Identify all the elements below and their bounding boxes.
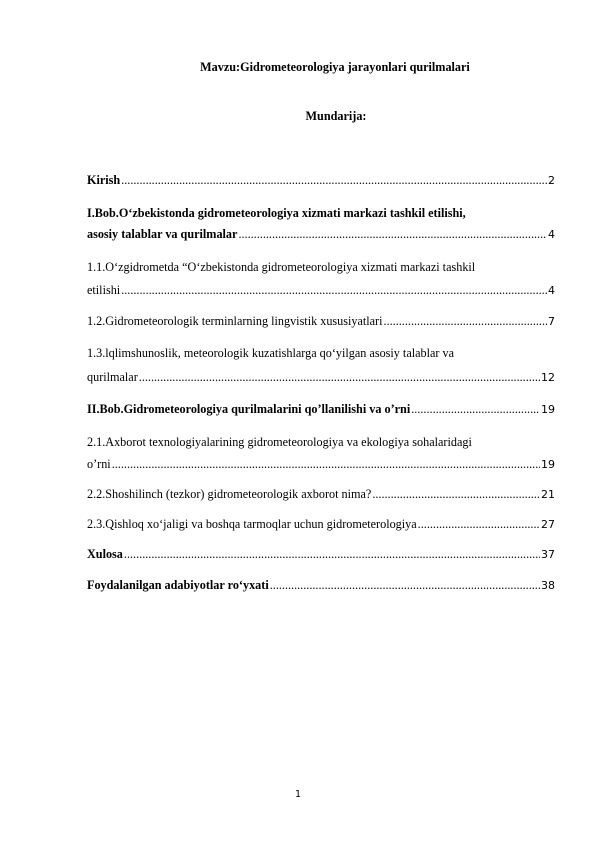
- dot-leader: [121, 282, 547, 298]
- toc-entry-bob2: [87, 401, 555, 417]
- toc-page-number: 27: [541, 518, 555, 531]
- dot-leader: [124, 546, 540, 562]
- toc-page-number: 19: [541, 403, 555, 416]
- dot-leader: [112, 456, 540, 472]
- toc-entry-text: 2.3.Qishloq xo‘jaligi va boshqa tarmoqlar uchun gidrometerologiya: [87, 517, 417, 531]
- dot-leader: [270, 577, 540, 593]
- toc-entry-bob1: [87, 226, 555, 242]
- toc-entry-text: qurilmalar: [87, 370, 138, 384]
- dot-leader: [372, 486, 540, 502]
- dot-leader: [384, 313, 547, 329]
- toc-entry-s23: [87, 516, 555, 532]
- toc-entry-text: Xulosa: [87, 547, 123, 561]
- toc-page-number: 38: [541, 579, 555, 592]
- toc-entry-text: Kirish: [87, 173, 121, 187]
- toc-entry-kirish: [87, 172, 555, 188]
- toc-entry-text: asosiy talablar va qurilmalar: [87, 227, 238, 241]
- toc-entry-s13: [87, 369, 555, 385]
- page-number: 1: [294, 789, 302, 800]
- dot-leader: [121, 172, 547, 188]
- toc-page-number: 4: [548, 228, 555, 241]
- dot-leader: [238, 226, 547, 242]
- toc-page-number: 19: [541, 458, 555, 471]
- dot-leader: [418, 516, 540, 532]
- toc-heading: Mundarija:: [305, 109, 367, 123]
- toc-entry-s21: [87, 456, 555, 472]
- toc-page-number: 12: [541, 371, 555, 384]
- toc-entry-s12: [87, 313, 555, 329]
- toc-page-number: 2: [548, 174, 555, 187]
- toc-entry-s11-line1: 1.1.O‘zgidrometda “O‘zbekistonda gidrometeorologiya xizmati markazi tashkil: [87, 260, 476, 274]
- toc-entry-xulosa: [87, 546, 555, 562]
- toc-page-number: 7: [548, 315, 555, 328]
- toc-page-number: 21: [541, 488, 555, 501]
- toc-entry-text: II.Bob.Gidrometeorologiya qurilmalarini qo’llanilishi va o’rni: [87, 402, 411, 416]
- toc-entry-s11: [87, 282, 555, 298]
- toc-entry-bob1-line1: I.Bob.O‘zbekistonda gidrometeorologiya xizmati markazi tashkil etilishi,: [87, 206, 466, 220]
- toc-entry-s21-line1: 2.1.Axborot texnologiyalarining gidrometeorologiya va ekologiya sohalaridagi: [87, 435, 472, 449]
- toc-page-number: 37: [541, 548, 555, 561]
- toc-entry-text: etilishi: [87, 283, 121, 297]
- dot-leader: [411, 401, 540, 417]
- toc-entry-adabiyot: [87, 577, 555, 593]
- toc-page-number: 4: [548, 284, 555, 297]
- toc-entry-text: Foydalanilgan adabiyotlar ro‘yxati: [87, 578, 269, 592]
- toc-entry-text: o’rni: [87, 457, 111, 471]
- toc-entry-text: 1.2.Gidrometeorologik terminlarning lingvistik xususiyatlari: [87, 314, 383, 328]
- toc-entry-s13-line1: 1.3.lqlimshunoslik, meteorologik kuzatishlarga qo‘yilgan asosiy talablar va: [87, 346, 455, 360]
- dot-leader: [139, 369, 540, 385]
- document-title: Mavzu:Gidrometeorologiya jarayonlari qurilmalari: [200, 60, 470, 74]
- toc-entry-s22: [87, 486, 555, 502]
- toc-entry-text: 2.2.Shoshilinch (tezkor) gidrometeorologik axborot nima?: [87, 487, 372, 501]
